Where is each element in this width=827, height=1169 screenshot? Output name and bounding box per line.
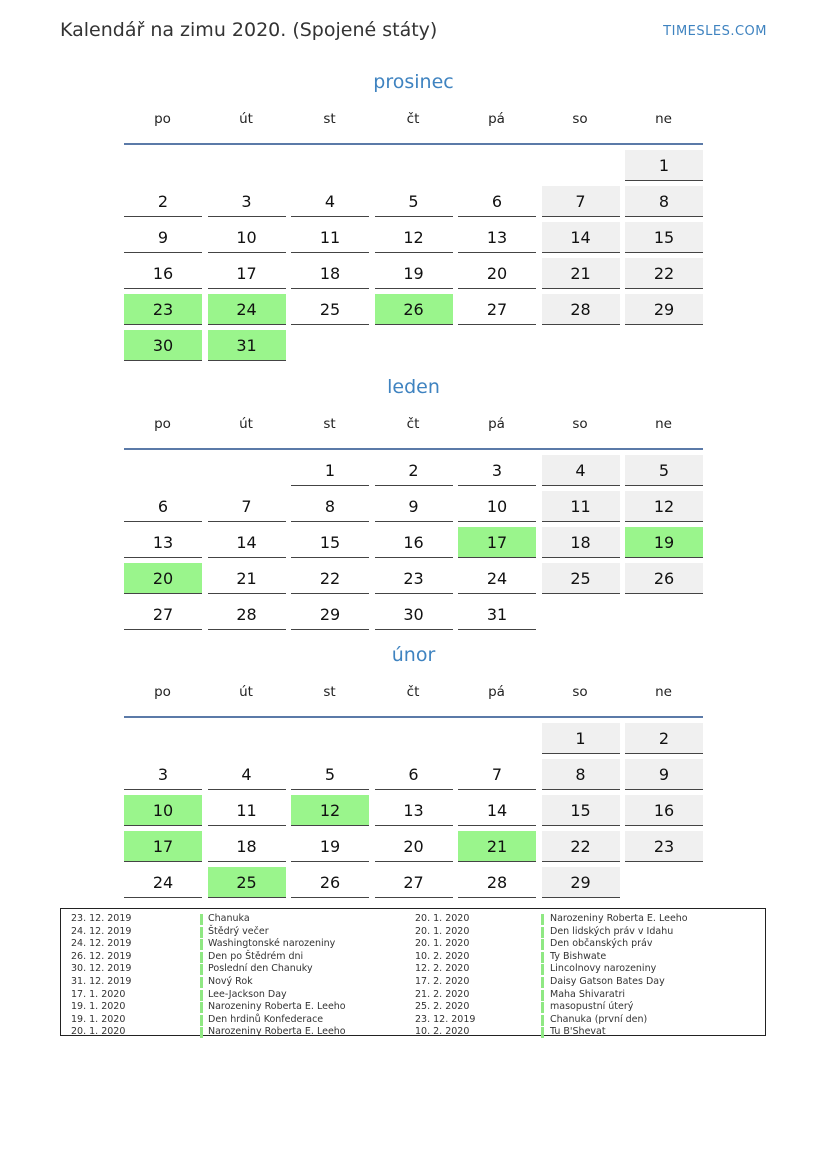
day-cell: 3 (458, 455, 536, 486)
day-cell: 5 (291, 759, 369, 790)
legend-row (415, 1014, 745, 1027)
legend-holiday-name: Ty Bishwate (550, 950, 607, 962)
month-title: únor (391, 644, 436, 666)
legend-color-marker (200, 990, 203, 1001)
legend-row (415, 989, 745, 1002)
day-cell: 10 (458, 491, 536, 522)
weekday-label: po (154, 111, 171, 127)
day-cell: 18 (208, 831, 286, 862)
legend-row (415, 951, 745, 964)
legend-holiday-name: Den občanských práv (550, 938, 653, 950)
weekday-label: st (323, 111, 336, 127)
legend-color-marker (541, 964, 544, 975)
day-cell-weekend: 15 (625, 222, 703, 253)
day-cell: 16 (375, 527, 453, 558)
legend-holiday-name: Nový Rok (208, 976, 253, 987)
legend-color-marker (541, 990, 544, 1001)
day-cell: 21 (208, 563, 286, 594)
legend-color-marker (200, 977, 203, 988)
day-cell: 31 (458, 599, 536, 630)
day-cell-weekend: 2 (625, 723, 703, 754)
legend-row (415, 963, 745, 976)
legend-color-marker (200, 1015, 203, 1026)
day-cell: 2 (124, 186, 202, 217)
day-cell: 6 (124, 491, 202, 522)
day-cell: 13 (458, 222, 536, 253)
legend-row (71, 1026, 401, 1039)
legend-date: 19. 1. 2020 (71, 1013, 126, 1025)
day-cell: 29 (291, 599, 369, 630)
day-cell: 7 (208, 491, 286, 522)
month-0 (124, 68, 703, 366)
legend-holiday-name: Daisy Gatson Bates Day (550, 976, 665, 987)
holiday-legend (60, 908, 766, 1036)
day-cell-holiday: 19 (625, 527, 703, 558)
day-cell-holiday: 31 (208, 330, 286, 361)
day-grid (124, 150, 703, 366)
legend-holiday-name: Chanuka (první den) (550, 1013, 648, 1025)
day-cell-weekend: 7 (542, 186, 620, 217)
legend-row (415, 1026, 745, 1039)
legend-date: 10. 2. 2020 (415, 1026, 470, 1038)
legend-color-marker (200, 1027, 203, 1038)
legend-date: 17. 1. 2020 (71, 988, 126, 1000)
legend-holiday-name: Chanuka (208, 913, 250, 924)
weekday-label: čt (406, 684, 420, 700)
legend-date: 25. 2. 2020 (415, 1001, 470, 1013)
day-cell-weekend: 23 (625, 831, 703, 862)
day-cell: 30 (375, 599, 453, 630)
legend-holiday-name: Den po Štědrém dni (208, 950, 304, 962)
weekday-label: po (154, 416, 171, 432)
day-cell: 28 (208, 599, 286, 630)
day-cell-weekend: 14 (542, 222, 620, 253)
legend-date: 23. 12. 2019 (71, 913, 132, 924)
legend-row (415, 938, 745, 951)
legend-row (415, 1001, 745, 1014)
day-cell: 7 (458, 759, 536, 790)
day-cell-holiday: 25 (208, 867, 286, 898)
day-cell: 11 (208, 795, 286, 826)
brand-link[interactable]: TIMESLES.COM (663, 24, 767, 39)
legend-holiday-name: Lee-Jackson Day (208, 988, 287, 1000)
day-cell: 27 (124, 599, 202, 630)
day-cell: 17 (208, 258, 286, 289)
legend-row (71, 913, 401, 926)
weekday-label: út (239, 111, 253, 127)
day-cell: 19 (291, 831, 369, 862)
legend-row (415, 976, 745, 989)
legend-date: 24. 12. 2019 (71, 938, 132, 950)
day-cell: 20 (458, 258, 536, 289)
legend-row (415, 926, 745, 939)
day-cell: 27 (458, 294, 536, 325)
day-cell: 6 (375, 759, 453, 790)
day-cell: 6 (458, 186, 536, 217)
day-cell: 9 (375, 491, 453, 522)
day-cell-weekend: 25 (542, 563, 620, 594)
day-cell: 19 (375, 258, 453, 289)
page-title: Kalendář na zimu 2020. (Spojené státy) (60, 19, 438, 41)
legend-holiday-name: Lincolnovy narozeniny (550, 963, 657, 975)
day-cell-weekend: 8 (542, 759, 620, 790)
day-cell-weekend: 16 (625, 795, 703, 826)
legend-date: 20. 1. 2020 (415, 925, 470, 937)
legend-row (71, 951, 401, 964)
weekday-label: pá (488, 416, 505, 432)
legend-holiday-name: Poslední den Chanuky (208, 963, 313, 975)
day-cell: 13 (124, 527, 202, 558)
legend-holiday-name: Maha Shivaratri (550, 988, 626, 1000)
day-cell-weekend: 26 (625, 563, 703, 594)
day-cell: 24 (458, 563, 536, 594)
day-cell: 1 (291, 455, 369, 486)
legend-color-marker (541, 952, 544, 963)
day-grid (124, 455, 703, 635)
legend-color-marker (200, 1002, 203, 1013)
legend-color-marker (200, 964, 203, 975)
legend-date: 21. 2. 2020 (415, 988, 470, 1000)
legend-date: 24. 12. 2019 (71, 925, 132, 937)
day-cell-holiday: 17 (124, 831, 202, 862)
day-cell: 3 (208, 186, 286, 217)
legend-holiday-name: masopustní úterý (550, 1001, 634, 1013)
day-cell-holiday: 12 (291, 795, 369, 826)
day-cell: 22 (291, 563, 369, 594)
day-cell: 4 (208, 759, 286, 790)
legend-row (71, 926, 401, 939)
legend-date: 17. 2. 2020 (415, 976, 470, 987)
day-cell: 24 (124, 867, 202, 898)
header-rule (124, 716, 703, 718)
legend-row (71, 1014, 401, 1027)
legend-color-marker (541, 1015, 544, 1026)
day-cell-weekend: 1 (625, 150, 703, 181)
legend-color-marker (200, 914, 203, 925)
weekday-label: po (154, 684, 171, 700)
legend-color-marker (541, 914, 544, 925)
day-cell-weekend: 29 (542, 867, 620, 898)
day-cell: 14 (208, 527, 286, 558)
day-cell-weekend: 9 (625, 759, 703, 790)
weekday-label: ne (655, 684, 672, 700)
day-cell-weekend: 15 (542, 795, 620, 826)
day-cell: 13 (375, 795, 453, 826)
legend-row (415, 913, 745, 926)
day-cell-holiday: 10 (124, 795, 202, 826)
day-cell-holiday: 30 (124, 330, 202, 361)
legend-holiday-name: Narozeniny Roberta E. Leeho (208, 1001, 346, 1013)
day-cell-holiday: 23 (124, 294, 202, 325)
legend-date: 31. 12. 2019 (71, 976, 132, 987)
day-cell: 23 (375, 563, 453, 594)
day-cell-weekend: 22 (542, 831, 620, 862)
month-title: prosinec (373, 71, 454, 93)
legend-row (71, 938, 401, 951)
legend-date: 20. 1. 2020 (415, 938, 470, 950)
weekday-label: pá (488, 111, 505, 127)
header-rule (124, 143, 703, 145)
day-cell-weekend: 8 (625, 186, 703, 217)
legend-row (71, 963, 401, 976)
day-cell: 2 (375, 455, 453, 486)
weekday-label: čt (406, 111, 420, 127)
day-cell: 15 (291, 527, 369, 558)
day-cell-holiday: 24 (208, 294, 286, 325)
legend-color-marker (541, 1027, 544, 1038)
legend-date: 20. 1. 2020 (415, 913, 470, 924)
legend-date: 19. 1. 2020 (71, 1001, 126, 1013)
weekday-label: ne (655, 111, 672, 127)
legend-date: 23. 12. 2019 (415, 1013, 476, 1025)
weekday-label: út (239, 416, 253, 432)
day-cell: 5 (375, 186, 453, 217)
legend-holiday-name: Den lidských práv v Idahu (550, 925, 674, 937)
month-title: leden (387, 376, 440, 398)
weekday-label: pá (488, 684, 505, 700)
day-grid (124, 723, 703, 903)
month-2 (124, 641, 703, 903)
legend-date: 10. 2. 2020 (415, 950, 470, 962)
legend-date: 12. 2. 2020 (415, 963, 470, 975)
day-cell: 9 (124, 222, 202, 253)
legend-holiday-name: Tu B'Shevat (550, 1026, 606, 1038)
legend-date: 30. 12. 2019 (71, 963, 132, 975)
weekday-header (124, 412, 703, 448)
day-cell-weekend: 5 (625, 455, 703, 486)
day-cell-holiday: 17 (458, 527, 536, 558)
weekday-label: so (572, 684, 588, 700)
legend-date: 26. 12. 2019 (71, 950, 132, 962)
weekday-header (124, 107, 703, 143)
day-cell: 18 (291, 258, 369, 289)
day-cell-weekend: 12 (625, 491, 703, 522)
weekday-label: út (239, 684, 253, 700)
weekday-label: so (572, 111, 588, 127)
legend-holiday-name: Den hrdinů Konfederace (208, 1013, 324, 1025)
weekday-label: st (323, 684, 336, 700)
day-cell-weekend: 18 (542, 527, 620, 558)
day-cell: 25 (291, 294, 369, 325)
day-cell-weekend: 29 (625, 294, 703, 325)
weekday-label: st (323, 416, 336, 432)
day-cell: 16 (124, 258, 202, 289)
day-cell: 8 (291, 491, 369, 522)
day-cell-holiday: 20 (124, 563, 202, 594)
day-cell: 10 (208, 222, 286, 253)
day-cell-weekend: 1 (542, 723, 620, 754)
legend-row (71, 989, 401, 1002)
legend-holiday-name: Štědrý večer (208, 925, 269, 937)
day-cell: 3 (124, 759, 202, 790)
day-cell: 20 (375, 831, 453, 862)
legend-row (71, 1001, 401, 1014)
day-cell-weekend: 11 (542, 491, 620, 522)
header-rule (124, 448, 703, 450)
day-cell: 4 (291, 186, 369, 217)
legend-holiday-name: Narozeniny Roberta E. Leeho (208, 1026, 346, 1038)
day-cell: 11 (291, 222, 369, 253)
day-cell-holiday: 21 (458, 831, 536, 862)
day-cell-weekend: 28 (542, 294, 620, 325)
weekday-label: čt (406, 416, 420, 432)
legend-color-marker (541, 977, 544, 988)
day-cell: 28 (458, 867, 536, 898)
legend-color-marker (200, 927, 203, 938)
legend-holiday-name: Narozeniny Roberta E. Leeho (550, 913, 688, 924)
legend-color-marker (200, 939, 203, 950)
legend-color-marker (200, 952, 203, 963)
legend-holiday-name: Washingtonské narozeniny (208, 938, 336, 950)
weekday-label: ne (655, 416, 672, 432)
weekday-label: so (572, 416, 588, 432)
legend-date: 20. 1. 2020 (71, 1026, 126, 1038)
legend-color-marker (541, 927, 544, 938)
weekday-header (124, 680, 703, 716)
day-cell-holiday: 26 (375, 294, 453, 325)
month-1 (124, 373, 703, 635)
day-cell-weekend: 22 (625, 258, 703, 289)
legend-color-marker (541, 1002, 544, 1013)
day-cell: 12 (375, 222, 453, 253)
day-cell-weekend: 4 (542, 455, 620, 486)
legend-row (71, 976, 401, 989)
day-cell: 26 (291, 867, 369, 898)
day-cell-weekend: 21 (542, 258, 620, 289)
day-cell: 27 (375, 867, 453, 898)
legend-color-marker (541, 939, 544, 950)
day-cell: 14 (458, 795, 536, 826)
